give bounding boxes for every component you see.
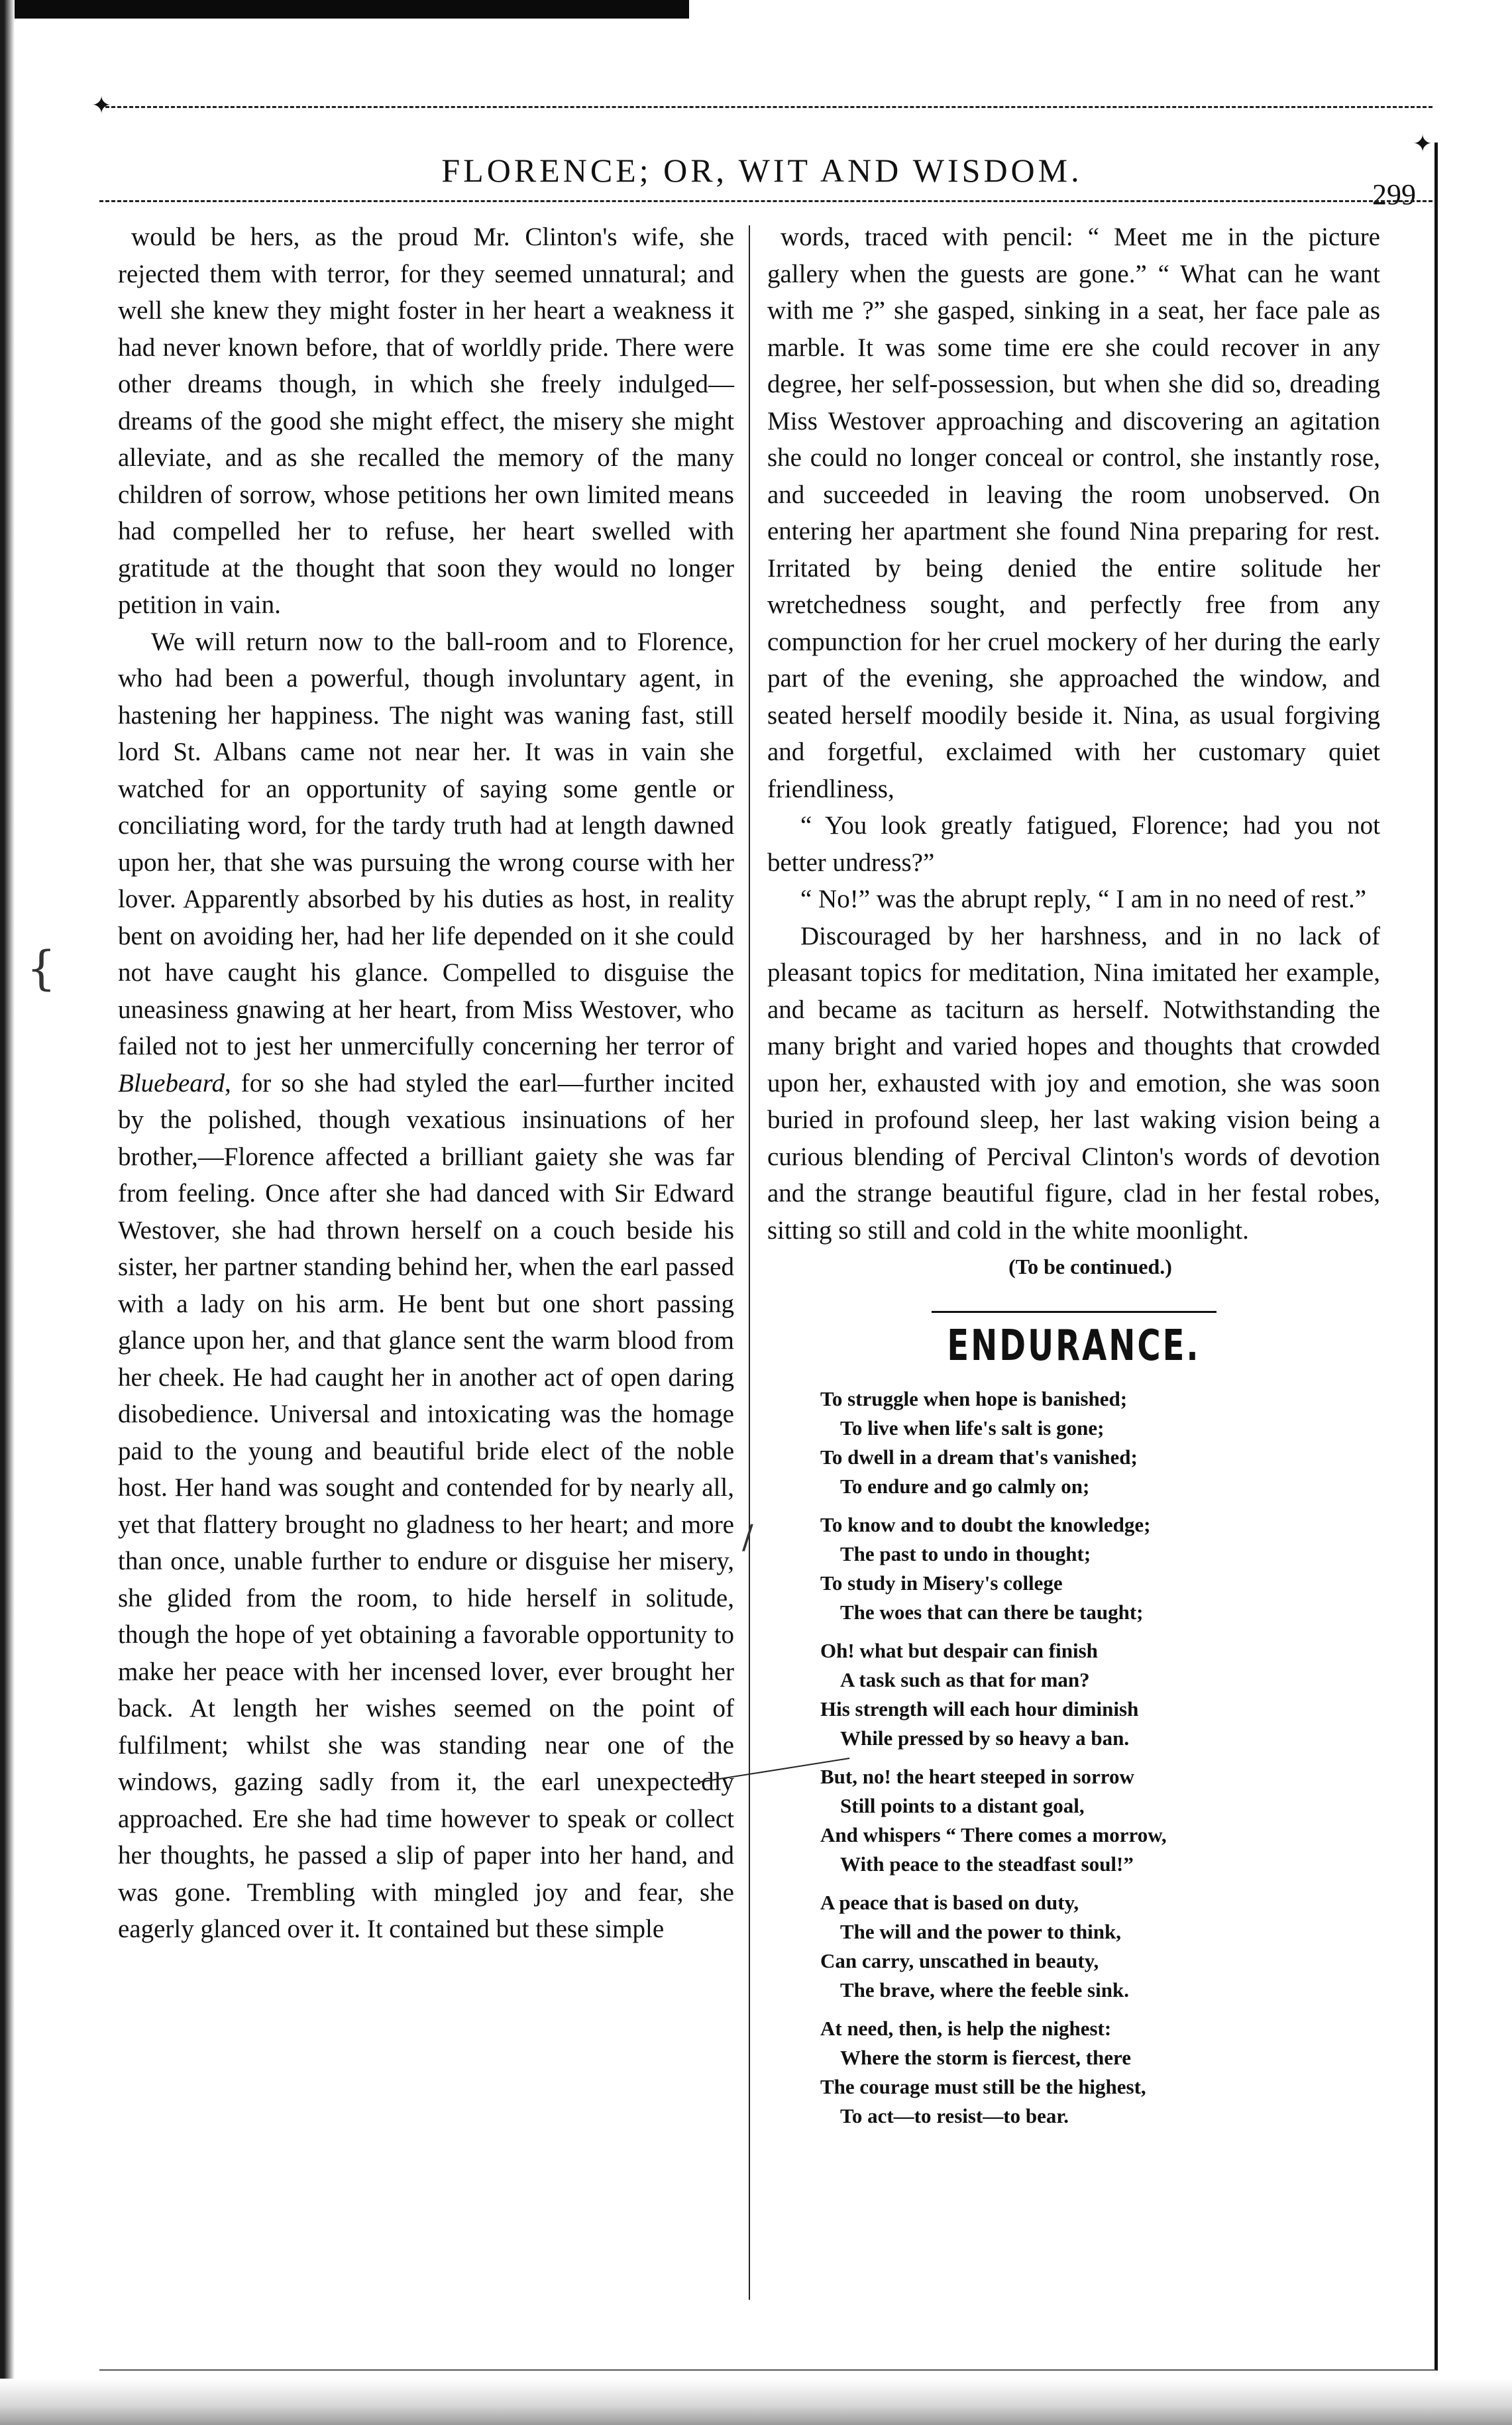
margin-bracket-mark: { [27,941,56,995]
paragraph [118,624,734,1948]
poem-stanza [767,1888,1380,2005]
header-rule-bottom [99,200,1432,202]
poem-stanza [767,1510,1380,1627]
paragraph: words, traced with pencil: “ Meet me in the picture gallery when the guests are gone.” “ What can he want with me ?” she gasped, sinking in a seat, her face pale as marble. It was some time ere she could recover in any degree, her self-possession, but when she did so, dreading Miss Westover approaching and discovering an agitation she could no longer conceal or control, she instantly rose, and succeeded in leaving the room unobserved. On entering her apartment she found Nina preparing for rest. Irritated by being denied the entire solitude her wretchedness sought, and perfectly free from any compunction for her cruel mockery of her during the early part of the evening, she approached the window, and seated herself moodily beside it. Nina, as usual forgiving and forgetful, exclaimed with her customary quiet friendliness, [767,223,1380,803]
poem-line: Where the storm is fiercest, there [840,2045,1132,2069]
poem-line: To live when life's salt is gone; [840,1416,1105,1439]
margin-tick-mark: / [742,1518,753,1556]
poem-stanza [767,1636,1380,1753]
section-divider [932,1311,1216,1313]
paragraph: Discouraged by her harshness, and in no lack of pleasant topics for meditation, Nina imitated her example, and became as taciturn as herself. Notwithstanding the many bright and varied hopes and thoughts that crowded upon her, exhausted with joy and emotion, she was soon buried in profound sleep, her last waking vision being a curious blending of Percival Clinton's words of devotion and the strange beautiful figure, clad in her festal robes, sitting so still and cold in the white moonlight. [767,921,1380,1245]
poem-line: Oh! what but despair can finish [820,1638,1098,1662]
diamond-ornament-icon: ✦ [1413,131,1433,158]
poem-stanza [767,2014,1380,2131]
continued-note: (To be continued.) [1008,1255,1172,1278]
scan-edge-bottom [0,2379,1512,2425]
poem-line: To know and to doubt the knowledge; [820,1512,1151,1536]
poem-line: Still points to a distant goal, [840,1793,1085,1817]
poem-line: With peace to the steadfast soul!” [840,1852,1134,1876]
diamond-ornament-icon: ✦ [91,92,112,119]
poem-line: To study in Misery's college [820,1571,1063,1595]
poem-line: His strength will each hour diminish [820,1697,1139,1720]
poem-stanza [767,1762,1380,1879]
poem-line: A task such as that for man? [840,1667,1090,1691]
poem-line: While pressed by so heavy a ban. [840,1726,1130,1750]
paragraph-text: We will return now to the ball-room and to Florence, who had been a powerful, though involuntary agent, in hastening her happiness. The night was waning fast, still lord St. Albans came not near her. It was in vain she watched for an opportunity of saying some gentle or conciliating word, for the tardy truth had at length dawned upon her, that she was pursuing the wrong course with her lover. Apparently absorbed by his duties as host, in reality bent on avoiding her, had her life depended on it she could not have caught his glance. Compelled to disguise the uneasiness gnawing at her heart, from Miss Westover, who failed not to jest her unmercifully concerning her terror of [118,627,734,1060]
poem-line: At need, then, is help the nighest: [820,2016,1112,2040]
scan-edge-left [0,0,15,2425]
poem-line: To act—to resist—to bear. [840,2104,1069,2127]
poem-line: The brave, where the feeble sink. [840,1978,1129,2002]
poem-line: And whispers “ There comes a morrow, [820,1823,1167,1846]
poem-line: The will and the power to think, [840,1919,1122,1943]
poem-line: Can carry, unscathed in beauty, [820,1948,1099,1972]
right-column [767,219,1380,2140]
poem-stanza [767,1384,1380,1501]
paragraph: would be hers, as the proud Mr. Clinton's wife, she rejected them with terror, for they seemed unnatural; and well she knew they might foster in her heart a weakness it had never known before, that of worldly pride. There were other dreams though, in which she freely indulged—dreams of the good she might effect, the misery she might alleviate, and as she recalled the memory of the many children of sorrow, whose petitions her own limited means had compelled her to refuse, her heart swelled with gratitude at the thought that soon they would no longer petition in vain. [118,223,734,619]
poem-title: ENDURANCE. [947,1321,1201,1371]
header-rule-top [99,106,1432,108]
paragraph-text: , for so she had styled the earl—further incited by the polished, though vexatious insinuations of her brother,—Florence affected a brilliant gaiety she was far from feeling. Once after she had danced with Sir Edward Westover, she had thrown herself on a couch beside his sister, her partner standing behind her, when the earl passed with a lady on his arm. He bent but one short passing glance upon her, and that glance sent the warm blood from her cheek. He had caught her in another act of open daring disobedience. Universal and intoxicating was the homage paid to the young and beautiful bride elect of the noble host. Her hand was sought and contended for by nearly all, yet that flattery brought no gladness to her heart; and more than once, unable further to endure or disguise her misery, she glided from the room, to hide herself in solitude, though the hope of yet obtaining a favorable opportunity to make her peace with her incensed lover, ever brought her back. At length her wishes seemed on the point of fulfilment; whilst she was standing near one of the windows, gazing sadly from it, the earl unexpectedly approached. Ere she had time however to speak or collect her thoughts, he passed a slip of paper into her hand, and was gone. Trembling with mingled joy and fear, she eagerly glanced over it. It contained but these simple [118,1068,734,1943]
poem-line: The woes that can there be taught; [840,1600,1144,1624]
poem-line: To dwell in a dream that's vanished; [820,1445,1138,1469]
running-title: FLORENCE; OR, WIT AND WISDOM. [441,152,1083,189]
italic-title: Bluebeard [118,1068,225,1098]
scan-edge-top [0,0,689,19]
poem-line: The past to undo in thought; [840,1542,1091,1565]
page-number: 299 [1372,178,1416,211]
left-column [118,219,734,1948]
poem-body [767,1384,1380,2131]
column-divider [749,225,750,2300]
poem-line: To struggle when hope is banished; [820,1386,1128,1410]
paragraph: “ No!” was the abrupt reply, “ I am in no need of rest.” [800,885,1367,913]
poem-line: A peace that is based on duty, [820,1890,1079,1914]
paragraph: “ You look greatly fatigued, Florence; had you not better undress?” [767,811,1380,877]
poem-line: The courage must still be the highest, [820,2074,1146,2098]
poem-line: But, no! the heart steeped in sorrow [820,1764,1134,1788]
poem-line: To endure and go calmly on; [840,1474,1090,1498]
